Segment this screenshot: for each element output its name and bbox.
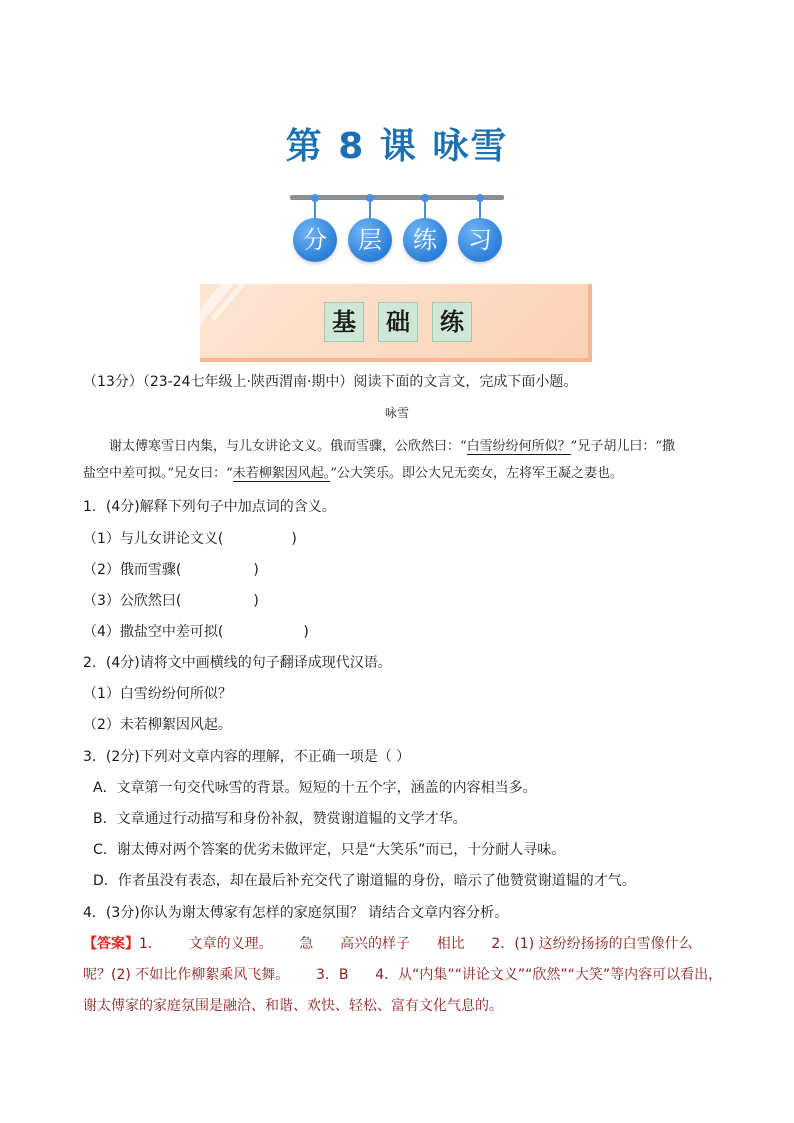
section-char-bubble: 分 xyxy=(293,218,337,262)
q3-option: A．文章第一句交代咏雪的背景。短短的十五个字，涵盖的内容相当多。 xyxy=(93,780,537,796)
section-char-bubble: 练 xyxy=(403,218,447,262)
question-3-stem: 3．(2分)下列对文章内容的理解，不正确一项是（ ） xyxy=(83,749,411,765)
hanger-rail xyxy=(290,195,504,200)
section-char-bubble: 层 xyxy=(348,218,392,262)
q3-option: B．文章通过行动描写和身份补叙，赞赏谢道韫的文学才华。 xyxy=(93,811,467,827)
text-title: 咏雪 xyxy=(384,406,409,420)
question-4-stem: 4．(3分)你认为谢太傅家有怎样的家庭氛围？ 请结合文章内容分析。 xyxy=(83,905,509,921)
q1-item: （1）与儿女讲论文义( ) xyxy=(83,531,297,547)
banner-char-tile: 础 xyxy=(378,302,418,342)
q3-option: C．谢太傅对两个答案的优劣未做评定，只是“大笑乐”而已，十分耐人寻味。 xyxy=(93,842,566,858)
answer-line: 呢？(2) 不如比作柳絮乘风飞舞。 3．B 4．从“内集”“讲论文义”“欣然”“大笑”等内容可以看出， xyxy=(83,967,723,983)
classical-passage xyxy=(83,433,723,487)
passage-line: 谢太傅寒雪日内集，与儿女讲论文义。俄而雪骤，公欣然曰：“白雪纷纷何所似？”兄子胡儿曰：“撒 xyxy=(109,439,675,454)
level-banner xyxy=(200,284,592,362)
question-intro: （13分）（23-24七年级上·陕西渭南·期中）阅读下面的文言文，完成下面小题。 xyxy=(83,374,578,390)
q2-item: （2）未若柳絮因风起。 xyxy=(83,717,232,733)
underlined-sentence: 白雪纷纷何所似？ xyxy=(466,439,571,454)
answer-line: 谢太傅家的家庭氛围是融洽、和谐、欢快、轻松、富有文化气息的。 xyxy=(83,998,503,1014)
q1-item: （4）撒盐空中差可拟( ) xyxy=(83,624,309,640)
answer-line: 【答案】1． 文章的义理。 急 高兴的样子 相比 2．(1) 这纷纷扬扬的白雪像什么 xyxy=(83,936,693,952)
underlined-sentence: 未若柳絮因风起。 xyxy=(232,466,331,481)
q3-option: D．作者虽没有表态，却在最后补充交代了谢道韫的身份，暗示了他赞赏谢道韫的才气。 xyxy=(93,873,636,889)
answer-block xyxy=(83,929,733,1022)
hanger-peg xyxy=(424,198,426,220)
passage-line: 盐空中差可拟。”兄女曰：“未若柳絮因风起。”公大笑乐。即公大兄无奕女，左将军王凝之妻也。 xyxy=(83,466,623,481)
question-1-stem: 1．(4分)解释下列句子中加点词的含义。 xyxy=(83,499,336,515)
hanger-peg xyxy=(369,198,371,220)
q1-item: （3）公欣然曰( ) xyxy=(83,593,259,609)
section-char-bubble: 习 xyxy=(458,218,502,262)
banner-char-tile: 基 xyxy=(324,302,364,342)
hanger-peg xyxy=(314,198,316,220)
page-title: 第 8 课 咏雪 xyxy=(285,126,509,167)
answer-tag: 【答案】 xyxy=(83,936,139,952)
q2-item: （1）白雪纷纷何所似？ xyxy=(83,686,232,702)
banner-char-tile: 练 xyxy=(432,302,472,342)
question-2-stem: 2．(4分)请将文中画横线的句子翻译成现代汉语。 xyxy=(83,655,392,671)
hanger-peg xyxy=(479,198,481,220)
q1-item: （2）俄而雪骤( ) xyxy=(83,562,259,578)
section-header-decoration xyxy=(290,192,504,262)
